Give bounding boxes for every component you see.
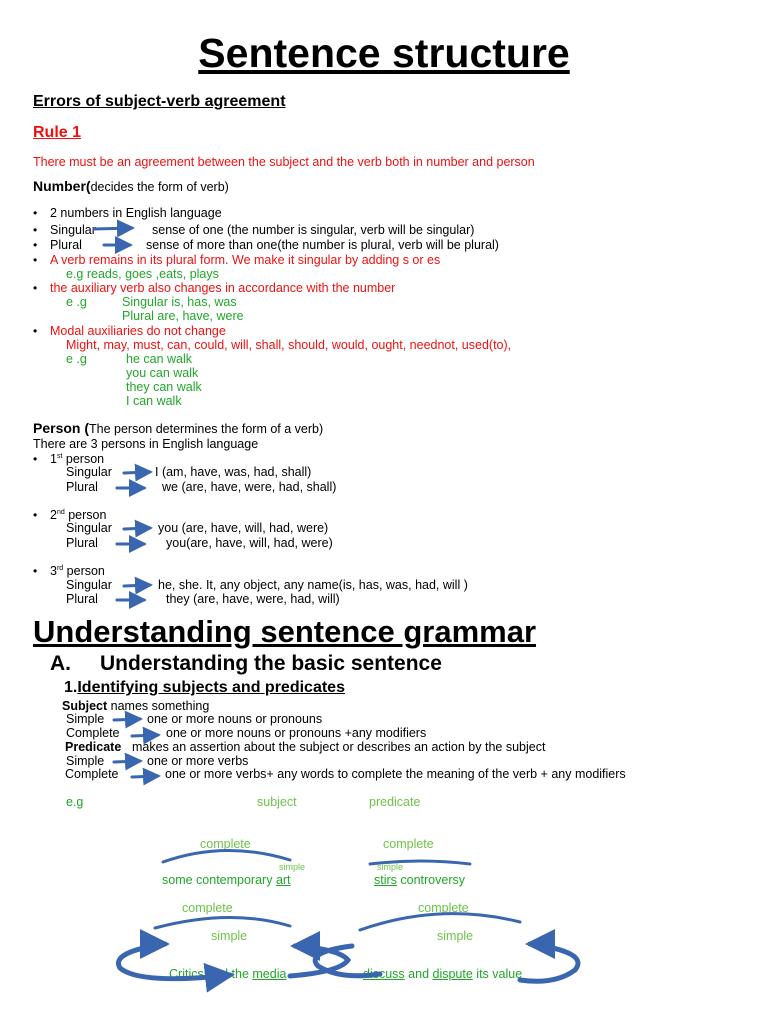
s1-predicate-complete-label: complete [383, 837, 434, 851]
modal-list: Might, may, must, can, could, will, shall, should, would, ought, neednot, used(to), [66, 338, 512, 352]
example-subject-col: subject [257, 795, 297, 809]
modal-eg: e .g [66, 352, 87, 366]
number-singular-desc: sense of one (the number is singular, verb will be singular) [152, 223, 475, 237]
subsection-1-heading: 1.Identifying subjects and predicates [64, 679, 345, 696]
person-2-heading: • 2nd person [50, 508, 106, 522]
arrow-icon [124, 528, 150, 529]
person-desc: The person determines the form of a verb) [89, 422, 324, 436]
number-plural-label: • Plural [50, 238, 82, 252]
example-predicate-col: predicate [369, 795, 421, 809]
s2-subject: Critics and the media [169, 967, 287, 981]
person-2-singular-label: Singular [66, 521, 112, 535]
person-heading [33, 420, 323, 438]
number-bullet-5-plural: Plural are, have, were [122, 309, 244, 323]
s2-subject-simple-label: simple [211, 929, 248, 943]
person-1-heading: • 1st person [50, 452, 104, 466]
number-bullet-6: • Modal auxiliaries do not change [50, 324, 226, 338]
example-eg: e.g [66, 795, 84, 809]
subject-complete-desc: one or more nouns or pronouns +any modifiers [166, 726, 427, 740]
number-label: Number( [33, 178, 91, 194]
number-plural-desc: sense of more than one(the number is plural, verb will be plural) [146, 238, 499, 252]
number-bullet-5-eg: e .g [66, 295, 87, 309]
predicate-complete-label: Complete [65, 767, 119, 781]
arrow-icon [132, 735, 158, 736]
person-1-plural: we (are, have, were, had, shall) [162, 480, 337, 494]
modal-example: he can walk [126, 352, 193, 366]
person-2-singular: you (are, have, will, had, were) [158, 521, 329, 535]
page-title: Sentence structure [198, 30, 570, 76]
predicate-desc: makes an assertion about the subject or describes an action by the subject [132, 740, 546, 754]
understanding-heading: Understanding sentence grammar [33, 614, 537, 649]
circular-arrow-icon [520, 944, 578, 981]
number-bullet-5: • the auxiliary verb also changes in accordance with the number [50, 281, 395, 295]
person-label: Person ( [33, 420, 90, 436]
modal-example: they can walk [126, 380, 202, 394]
number-singular-label: • Singular [50, 223, 96, 237]
s1-predicate-simple-label: simple [377, 862, 404, 872]
number-desc: decides the form of verb) [90, 180, 229, 194]
predicate-simple-desc: one or more verbs [147, 754, 249, 768]
s1-predicate: stirs controversy [374, 873, 466, 887]
person-1-singular-label: Singular [66, 465, 112, 479]
section-a-heading: A. Understanding the basic sentence [50, 652, 442, 675]
bracket-arc-icon [360, 914, 520, 930]
arrow-icon [114, 719, 140, 720]
s2-predicate-complete-label: complete [418, 901, 469, 915]
s1-subject-simple-label: simple [279, 862, 306, 872]
person-intro: There are 3 persons in English language [33, 437, 259, 451]
rule-1-label: Rule 1 [33, 124, 82, 141]
number-bullet-4-example: e.g reads, goes ,eats, plays [66, 267, 219, 281]
s2-predicate: discuss and dispute its value [363, 967, 523, 981]
number-bullet-4: • A verb remains in its plural form. We make it singular by adding s or es [50, 253, 440, 267]
arrow-icon [114, 761, 140, 762]
subject-simple-desc: one or more nouns or pronouns [147, 712, 323, 726]
modal-example: I can walk [126, 394, 182, 408]
person-2-plural: you(are, have, will, had, were) [166, 536, 333, 550]
person-3-plural: they (are, have, were, had, will) [166, 592, 340, 606]
s2-predicate-simple-label: simple [437, 929, 474, 943]
number-bullet-5-singular: Singular is, has, was [122, 295, 237, 309]
bracket-arc-icon [163, 850, 290, 862]
arrow-icon [124, 585, 150, 586]
arrow-icon [124, 472, 150, 473]
errors-heading: Errors of subject-verb agreement [33, 93, 286, 110]
subject-line: Subject names something [62, 699, 210, 713]
s2-subject-complete-label: complete [182, 901, 233, 915]
person-3-plural-label: Plural [66, 592, 98, 606]
s1-subject: some contemporary art [162, 873, 291, 887]
person-3-heading: • 3rd person [50, 564, 105, 578]
person-1-singular: I (am, have, was, had, shall) [155, 465, 312, 479]
person-3-singular: he, she. It, any object, any name(is, has, was, had, will ) [158, 578, 468, 592]
person-2-plural-label: Plural [66, 536, 98, 550]
predicate-simple-label: Simple [66, 754, 105, 768]
number-bullet-1: • 2 numbers in English language [50, 206, 222, 220]
modal-example: you can walk [126, 366, 199, 380]
subject-simple-label: Simple [66, 712, 105, 726]
person-1-plural-label: Plural [66, 480, 98, 494]
subject-complete-label: Complete [66, 726, 120, 740]
arrow-icon [132, 776, 158, 777]
rule-1-statement: There must be an agreement between the subject and the verb both in number and person [33, 155, 535, 169]
predicate-label: Predicate [65, 740, 122, 754]
circular-arrow-icon [290, 946, 348, 976]
number-heading [33, 178, 229, 196]
person-3-singular-label: Singular [66, 578, 112, 592]
s1-subject-complete-label: complete [200, 837, 251, 851]
predicate-complete-desc: one or more verbs+ any words to complete the meaning of the verb + any modifiers [165, 767, 626, 781]
bracket-arc-icon [155, 917, 290, 928]
arrow-icon [94, 228, 132, 229]
